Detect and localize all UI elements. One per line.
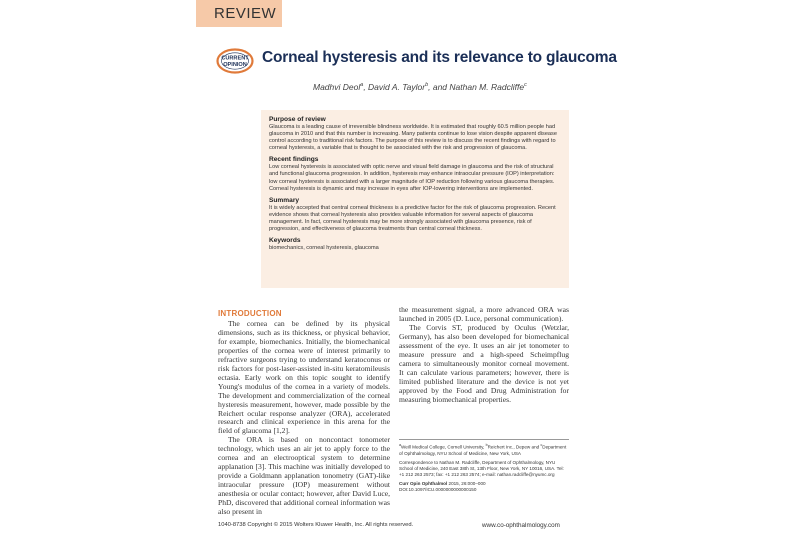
body-paragraph: the measurement signal, a more advanced ORA was launched in 2005 (D. Luce, personal communication). — [399, 305, 569, 323]
keywords-text: biomechanics, corneal hysteresis, glaucoma — [269, 245, 379, 252]
body-column-left — [218, 320, 390, 517]
logo-text-2: OPINION — [223, 62, 247, 68]
affil-mark: a — [399, 443, 401, 447]
abstract-box — [261, 110, 569, 288]
introduction-heading: INTRODUCTION — [218, 309, 282, 318]
affil-mark: c — [540, 443, 543, 447]
affil-mark: b — [485, 443, 488, 447]
body-paragraph: The ORA is based on noncontact tonometer technology, which uses an air jet to apply force to the cornea and an electrooptical system to determine applanation [3]. This machine was initially developed to provide a Goldmann applanation tonometry (GAT)-like intraocular pressure (IOP) measurement without anesthesia or ocular contact; however, after David Luce, PhD, discovered that additional corneal information was also present in — [218, 435, 390, 517]
body-paragraph: The cornea can be defined by its physical dimensions, such as its thickness, or physical behavior, for example, biomechanics. Initially, the biomechanical properties of the cornea were of interest primarily to refractive surgeons trying to understand keratoconus or risk factors for post-laser-assisted in-situ keratomileusis ectasia. Early work on this topic sought to identify Young's modulus of the cornea in a variety of models. The development and commercialization of the corneal hysteresis measurement, however, made possible by the Reichert ocular response analyzer (ORA), accelerated research and clinical experience in this arena for the field of glaucoma [1,2]. — [218, 319, 390, 436]
body-column-right — [399, 306, 569, 404]
body-paragraph: The Corvis ST, produced by Oculus (Wetzlar, Germany), has also been developed for biomechanical assessment of the eye. It uses an air jet tonometer to measure pressure and a high-speed Scheimpflug camera to simultaneously monitor corneal movement. It can calculate various parameters; however, there is limited published literature and the device is not yet approved by the Food and Drug Administration for measuring biomechanical properties. — [399, 322, 569, 404]
author-affil-mark: a — [360, 82, 364, 89]
affil-a: Weill Medical College, Cornell University, — [401, 444, 486, 450]
affiliation-text — [399, 442, 569, 457]
author-separator: , and — [428, 82, 450, 92]
purpose-heading: Purpose of review — [269, 116, 326, 123]
keywords-heading: Keywords — [269, 237, 301, 245]
findings-text: Low corneal hysteresis is associated with optic nerve and visual field damage in glaucoma and the risk of structural and functional glaucoma progression. In addition, hysteresis may enhance intraocular pressure (IOP) interpretation: low corneal hysteresis is associated with a larger magnitude of IOP reduction following various glaucoma therapies. Corneal hysteresis is dynamic and may increase in eyes after IOP-lowering interventions are implemented. — [269, 164, 555, 192]
logo-text-1: CURRENT — [221, 55, 249, 62]
author-name: Nathan M. Radcliffe — [449, 82, 525, 92]
article-title: Corneal hysteresis and its relevance to glaucoma — [262, 49, 617, 66]
author-name: Madhvi Deol — [313, 82, 361, 92]
summary-heading: Summary — [269, 196, 300, 204]
section-tab — [196, 0, 282, 27]
journal-url: www.co-ophthalmology.com — [482, 522, 560, 529]
author-name: David A. Taylor — [368, 82, 426, 92]
copyright-footer: 1040-8738 Copyright © 2015 Wolters Kluwer Health, Inc. All rights reserved. — [218, 522, 414, 528]
affil-b: Reichert Inc., Depew and — [487, 444, 541, 450]
doi-text: DOI:10.1097/ICU.0000000000000150 — [399, 487, 477, 493]
author-affil-mark: b — [425, 82, 429, 89]
correspondence-text: Correspondence to Nathan M. Radcliffe, Department of Ophthalmology, NYU School of Medicine, 240 East 38th St, 13th Floor, New York, NY 10016, USA. Tel: +1 212 263 2573; fax: +1 212 263 2574; e-mail: nathan.radcliffe@nyumc.org — [399, 459, 564, 477]
author-affil-mark: c — [524, 82, 527, 89]
affil-c: Department of Ophthalmology, NYU School of Medicine, New York, USA — [399, 444, 567, 456]
purpose-text: Glaucoma is a leading cause of irreversible blindness worldwide. It is estimated that roughly 60.5 million people had glaucoma in 2010 and that this number is increasing. Many patients continue to lose vision despite apparent disease control according to traditional risk factors. The purpose of this review is to discuss the recent findings with regard to corneal hysteresis, a variable that is thought to be associated with the risk and progression of glaucoma. — [269, 124, 557, 152]
footnote-divider — [399, 439, 569, 440]
journal-name: Curr Opin Ophthalmol — [399, 481, 448, 486]
current-opinion-logo — [216, 48, 254, 74]
affiliations-block — [399, 442, 569, 496]
author-separator: , — [363, 82, 369, 92]
author-list — [313, 82, 527, 92]
journal-info: 2015, 26:000–000 — [447, 481, 486, 486]
summary-text: It is widely accepted that central corneal thickness is a predictive factor for the risk of glaucoma progression. Recent evidence shows that corneal hysteresis also provides valuable information for several aspects of glaucoma management. In fact, corneal hysteresis may be more strongly associated with glaucoma presence, risk of progression, and effectiveness of glaucoma treatments than central corneal thickness. — [269, 204, 556, 233]
section-tab-label: REVIEW — [214, 5, 277, 22]
findings-heading: Recent findings — [269, 156, 319, 164]
